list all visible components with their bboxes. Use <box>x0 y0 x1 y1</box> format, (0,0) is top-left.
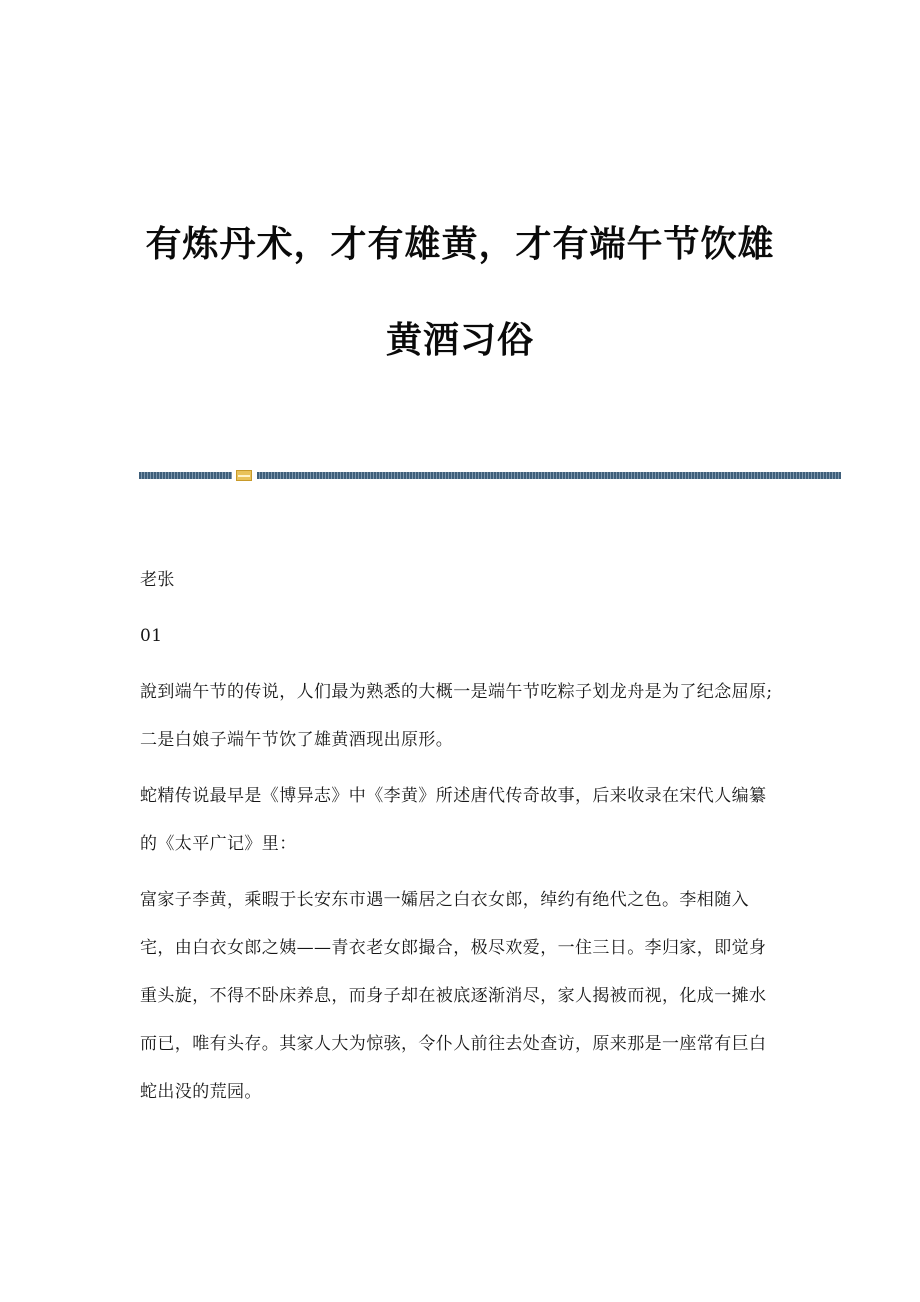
title-line-1: 有炼丹术，才有雄黄，才有端午节饮雄 <box>145 224 775 265</box>
paragraph-3: 富家子李黄，乘暇于长安东市遇一孀居之白衣女郎，绰约有绝代之色。李相随入宅，由白衣女郎之姨——青衣老女郎撮合，极尽欢爱，一住三日。李归家，即觉身重头旋，不得不卧床养息，而身子却在被底逐渐消尽，家人揭被而视，化成一摊水而已，唯有头存。其家人大为惊骇，令仆人前往去处查访，原来那是一座常有巨白蛇出没的荒园。 <box>140 890 767 1102</box>
divider-left-bar <box>139 472 232 479</box>
author-name: 老张 <box>140 570 175 590</box>
section-number: 01 <box>140 626 163 646</box>
envelope-ornament-icon <box>236 470 252 481</box>
paragraph-2: 蛇精传说最早是《博异志》中《李黄》所述唐代传奇故事，后来收录在宋代人编纂的《太平广记》里： <box>140 786 767 854</box>
title-line-2: 黄酒习俗 <box>385 320 534 361</box>
paragraph-1: 說到端午节的传说，人们最为熟悉的大概一是端午节吃粽子划龙舟是为了纪念屈原;二是白娘子端午节饮了雄黄酒现出原形。 <box>140 682 773 750</box>
title-divider <box>139 470 841 480</box>
divider-right-bar <box>257 472 841 479</box>
